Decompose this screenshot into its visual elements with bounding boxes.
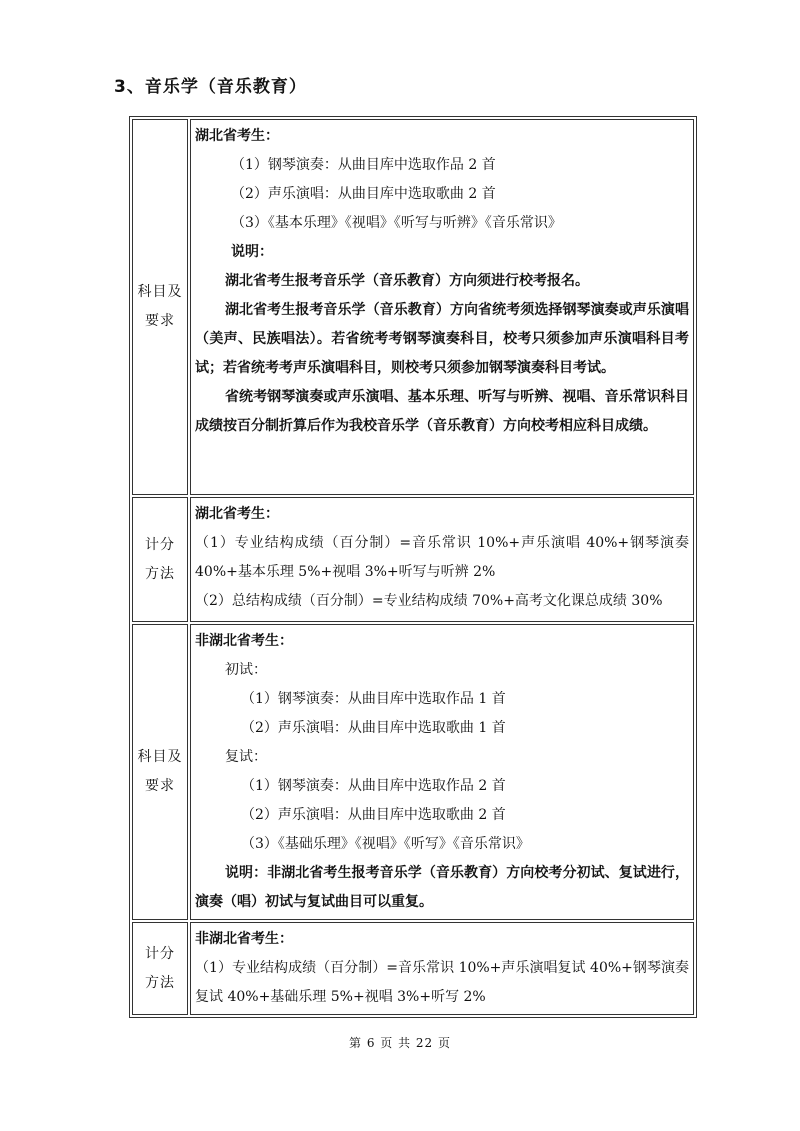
- scoring-formula: （1）专业结构成绩（百分制）=音乐常识 10%+声乐演唱复试 40%+钢琴演奏复试 40%+基础乐理 5%+视唱 3%+听写 2%: [195, 960, 689, 1005]
- list-item: （2）声乐演唱：从曲目库中选取歌曲 1 首: [241, 720, 506, 736]
- scoring-formula: （1）专业结构成绩（百分制）=音乐常识 10%+声乐演唱 40%+钢琴演奏 40%+基本乐理 5%+视唱 3%+听写与听辨 2%: [195, 535, 689, 580]
- table-row: [132, 922, 694, 1015]
- candidate-group-title: 非湖北省考生：: [195, 633, 293, 649]
- page-footer: 第 6 页 共 22 页: [349, 1036, 451, 1050]
- note-paragraph: 省统考钢琴演奏或声乐演唱、基本乐理、听写与听辨、视唱、音乐常识科目成绩按百分制折算后作为我校音乐学（音乐教育）方向校考相应科目成绩。: [195, 389, 689, 434]
- row-content: [190, 922, 694, 1015]
- list-item: （2）声乐演唱：从曲目库中选取歌曲 2 首: [241, 807, 506, 823]
- requirements-table: [129, 116, 697, 1018]
- candidate-group-title: 非湖北省考生：: [195, 931, 293, 947]
- scoring-formula: （2）总结构成绩（百分制）=专业结构成绩 70%+高考文化课总成绩 30%: [195, 593, 663, 609]
- round-title: 初试：: [225, 662, 267, 678]
- list-item: （3）《基础乐理》《视唱》《听写》《音乐常识》: [241, 836, 530, 852]
- row-label-line: 科目及: [137, 749, 183, 765]
- note-paragraph: 说明：非湖北省考生报考音乐学（音乐教育）方向校考分初试、复试进行，演奏（唱）初试与复试曲目可以重复。: [195, 865, 689, 910]
- table-row: [132, 119, 694, 495]
- note-paragraph: 湖北省考生报考音乐学（音乐教育）方向须进行校考报名。: [225, 273, 589, 289]
- row-label: [132, 119, 188, 495]
- row-content: [190, 119, 694, 495]
- row-content: [190, 497, 694, 622]
- row-label-line: 科目及: [137, 284, 183, 300]
- row-label-line: 计分: [145, 536, 175, 553]
- section-heading: 3、音乐学（音乐教育）: [114, 77, 307, 97]
- note-title: 说明：: [231, 244, 273, 260]
- table-row: [132, 624, 694, 920]
- row-label-line: 要求: [145, 313, 175, 329]
- row-label-line: 方法: [145, 565, 175, 582]
- list-item: （3）《基本乐理》《视唱》《听写与听辨》《音乐常识》: [231, 215, 562, 231]
- candidate-group-title: 湖北省考生：: [195, 128, 279, 144]
- list-item: （1）钢琴演奏：从曲目库中选取作品 2 首: [241, 778, 506, 794]
- row-label: [132, 922, 188, 1015]
- row-label-line: 计分: [145, 945, 175, 962]
- round-title: 复试：: [225, 749, 267, 765]
- row-label-line: 方法: [145, 974, 175, 991]
- list-item: （1）钢琴演奏：从曲目库中选取作品 1 首: [241, 691, 506, 707]
- list-item: （1）钢琴演奏：从曲目库中选取作品 2 首: [231, 157, 496, 173]
- list-item: （2）声乐演唱：从曲目库中选取歌曲 2 首: [231, 186, 496, 202]
- row-content: [190, 624, 694, 920]
- row-label: [132, 624, 188, 920]
- note-paragraph: 湖北省考生报考音乐学（音乐教育）方向省统考须选择钢琴演奏或声乐演唱（美声、民族唱法）。若省统考考钢琴演奏科目，校考只须参加声乐演唱科目考试；若省统考考声乐演唱科目，则校考只须参加钢琴演奏科目考试。: [195, 302, 689, 376]
- row-label: [132, 497, 188, 622]
- row-label-line: 要求: [145, 778, 175, 794]
- table-row: [132, 497, 694, 622]
- candidate-group-title: 湖北省考生：: [195, 506, 279, 522]
